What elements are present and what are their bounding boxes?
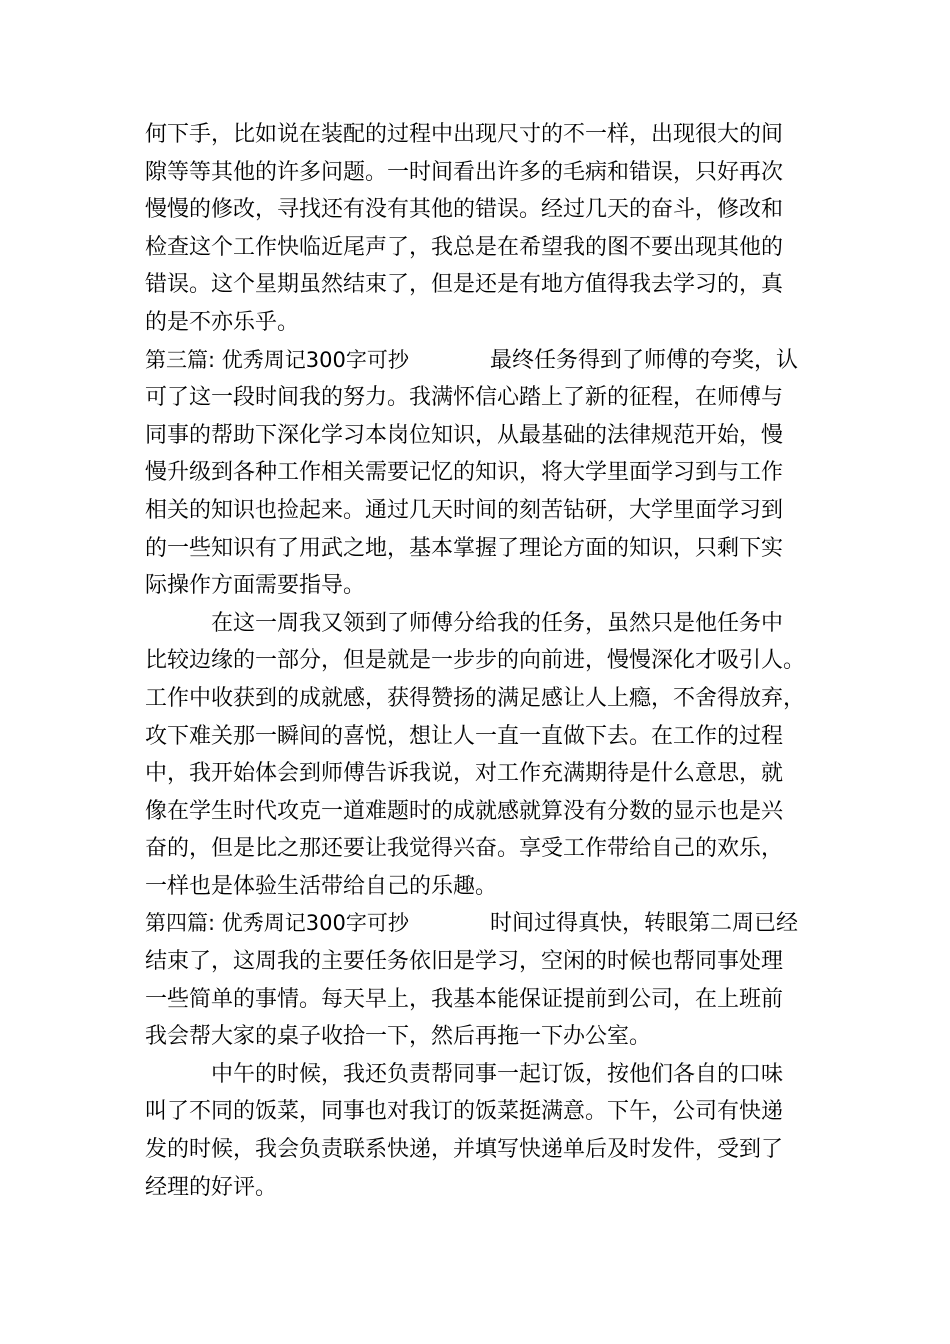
section-3 xyxy=(145,342,825,906)
text-line-indented: 在这一周我又领到了师傅分给我的任务，虽然只是他任务中 xyxy=(211,610,784,636)
text-line: 像在学生时代攻克一道难题时的成就感就算没有分数的显示也是兴 xyxy=(145,798,784,824)
section-4 xyxy=(145,905,825,1206)
text-line: 可了这一段时间我的努力。我满怀信心踏上了新的征程，在师傅与 xyxy=(145,385,784,411)
text-line: 际操作方面需要指导。 xyxy=(145,573,366,599)
text-line: 一些简单的事情。每天早上，我基本能保证提前到公司，在上班前 xyxy=(145,986,784,1012)
text-line: 隙等等其他的许多问题。一时间看出许多的毛病和错误，只好再次 xyxy=(145,159,784,185)
text-line-start: 时间过得真快，转眼第二周已经 xyxy=(490,911,799,937)
text-line: 何下手，比如说在装配的过程中出现尺寸的不一样，出现很大的间 xyxy=(145,122,784,147)
text-line: 结束了，这周我的主要任务依旧是学习，空闲的时候也帮同事处理 xyxy=(145,949,784,975)
text-line: 奋的，但是比之那还要让我觉得兴奋。享受工作带给自己的欢乐， xyxy=(145,836,784,862)
text-line: 检查这个工作快临近尾声了，我总是在希望我的图不要出现其他的 xyxy=(145,234,784,260)
section-heading-line xyxy=(145,342,825,380)
text-line: 一样也是体验生活带给自己的乐趣。 xyxy=(145,873,498,899)
text-line: 的一些知识有了用武之地，基本掌握了理论方面的知识，只剩下实 xyxy=(145,535,784,561)
text-line: 慢慢的修改，寻找还有没有其他的错误。经过几天的奋斗，修改和 xyxy=(145,197,784,223)
document-body xyxy=(145,116,825,1206)
text-line: 同事的帮助下深化学习本岗位知识，从最基础的法律规范开始，慢 xyxy=(145,422,784,448)
text-line: 叫了不同的饭菜，同事也对我订的饭菜挺满意。下午，公司有快递 xyxy=(145,1099,784,1125)
text-line: 我会帮大家的桌子收拾一下，然后再拖一下办公室。 xyxy=(145,1024,652,1050)
text-line: 经理的好评。 xyxy=(145,1174,278,1200)
text-line: 的是不亦乐乎。 xyxy=(145,309,300,335)
paragraph-continuation xyxy=(145,116,825,342)
text-line: 错误。这个星期虽然结束了，但是还是有地方值得我去学习的，真 xyxy=(145,272,784,298)
text-line-start: 最终任务得到了师傅的夸奖，认 xyxy=(490,347,799,373)
text-line: 比较边缘的一部分，但是就是一步步的向前进，慢慢深化才吸引人。 xyxy=(145,648,806,674)
text-line: 相关的知识也捡起来。通过几天时间的刻苦钻研，大学里面学习到 xyxy=(145,497,784,523)
section-heading-line xyxy=(145,905,825,943)
section-heading: 第四篇: 优秀周记300字可抄 xyxy=(145,911,409,936)
text-line: 工作中收获到的成就感，获得赞扬的满足感让人上瘾，不舍得放弃， xyxy=(145,685,806,711)
text-line: 发的时候，我会负责联系快递，并填写快递单后及时发件，受到了 xyxy=(145,1137,784,1163)
text-line: 攻下难关那一瞬间的喜悦，想让人一直一直做下去。在工作的过程 xyxy=(145,723,784,749)
text-line: 中，我开始体会到师傅告诉我说，对工作充满期待是什么意思，就 xyxy=(145,761,784,787)
text-line-indented: 中午的时候，我还负责帮同事一起订饭，按他们各自的口味 xyxy=(211,1061,784,1087)
section-heading: 第三篇: 优秀周记300字可抄 xyxy=(145,347,409,372)
text-line: 慢升级到各种工作相关需要记忆的知识，将大学里面学习到与工作 xyxy=(145,460,784,486)
